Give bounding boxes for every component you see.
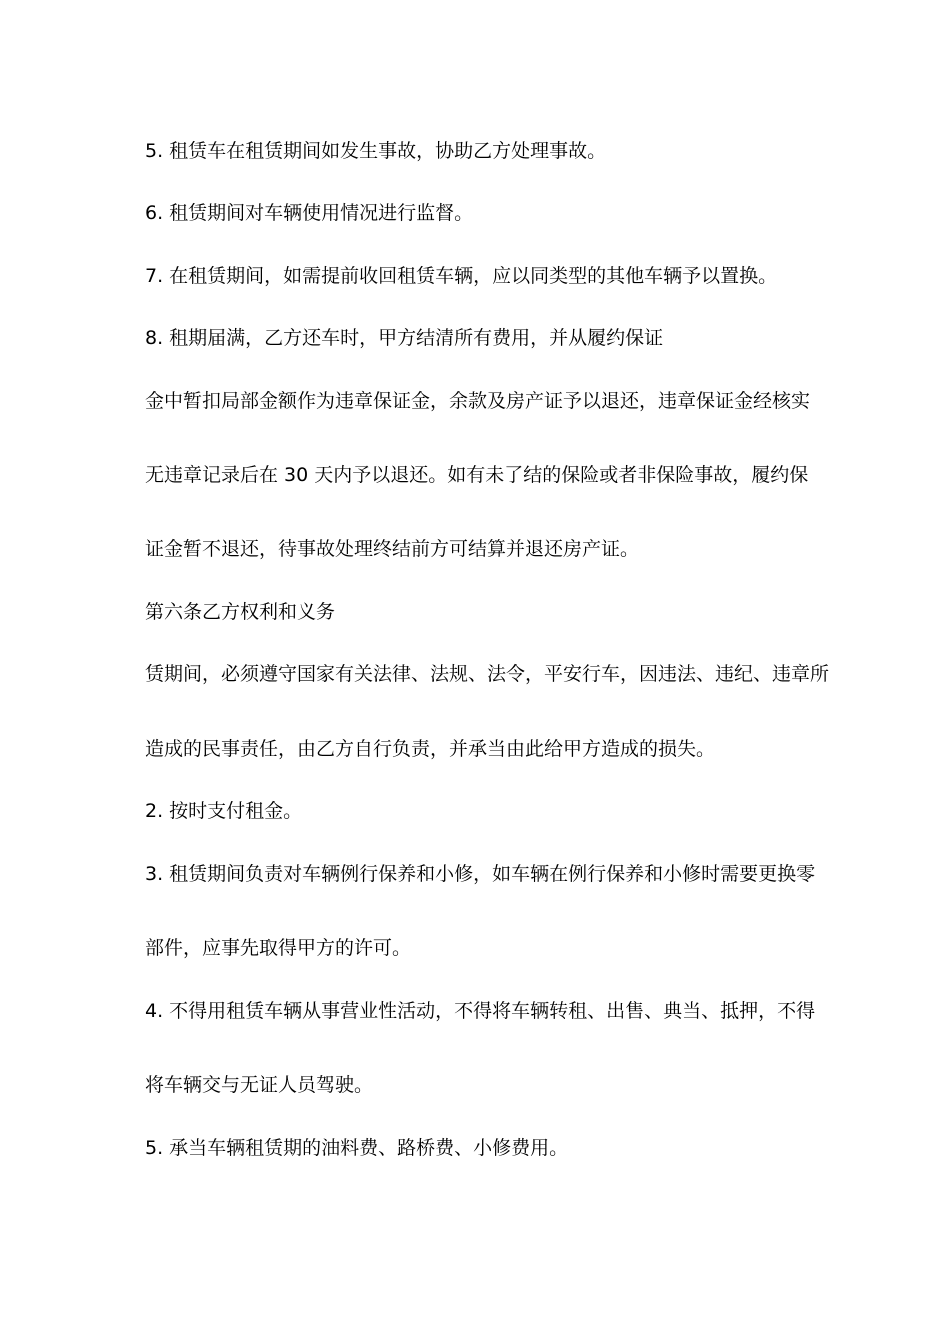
clause-line: 金中暂扣局部金额作为违章保证金，余款及房产证予以退还，违章保证金经核实 bbox=[145, 390, 811, 412]
clause-line: 4. 不得用租赁车辆从事营业性活动，不得将车辆转租、出售、典当、抵押，不得 bbox=[145, 1000, 816, 1022]
clause-line: 5. 承当车辆租赁期的油料费、路桥费、小修费用。 bbox=[145, 1137, 569, 1159]
clause-line: 造成的民事责任，由乙方自行负责，并承当由此给甲方造成的损失。 bbox=[145, 738, 716, 760]
clause-line: 8. 租期届满，乙方还车时，甲方结清所有费用，并从履约保证 bbox=[145, 327, 664, 349]
section-heading: 第六条乙方权利和义务 bbox=[145, 601, 336, 623]
clause-line: 赁期间，必须遵守国家有关法律、法规、法令，平安行车，因违法、违纪、违章所 bbox=[145, 663, 830, 685]
clause-line: 5. 租赁车在租赁期间如发生事故，协助乙方处理事故。 bbox=[145, 140, 607, 162]
clause-line: 3. 租赁期间负责对车辆例行保养和小修，如车辆在例行保养和小修时需要更换零 bbox=[145, 863, 816, 885]
clause-line: 部件，应事先取得甲方的许可。 bbox=[145, 937, 412, 959]
clause-line: 7. 在租赁期间，如需提前收回租赁车辆，应以同类型的其他车辆予以置换。 bbox=[145, 265, 778, 287]
clause-line: 6. 租赁期间对车辆使用情况进行监督。 bbox=[145, 202, 474, 224]
clause-line: 将车辆交与无证人员驾驶。 bbox=[145, 1074, 374, 1096]
clause-line: 2. 按时支付租金。 bbox=[145, 800, 303, 822]
clause-line: 证金暂不退还，待事故处理终结前方可结算并退还房产证。 bbox=[145, 538, 640, 560]
clause-line: 无违章记录后在 30 天内予以退还。如有未了结的保险或者非保险事故，履约保 bbox=[145, 464, 809, 486]
